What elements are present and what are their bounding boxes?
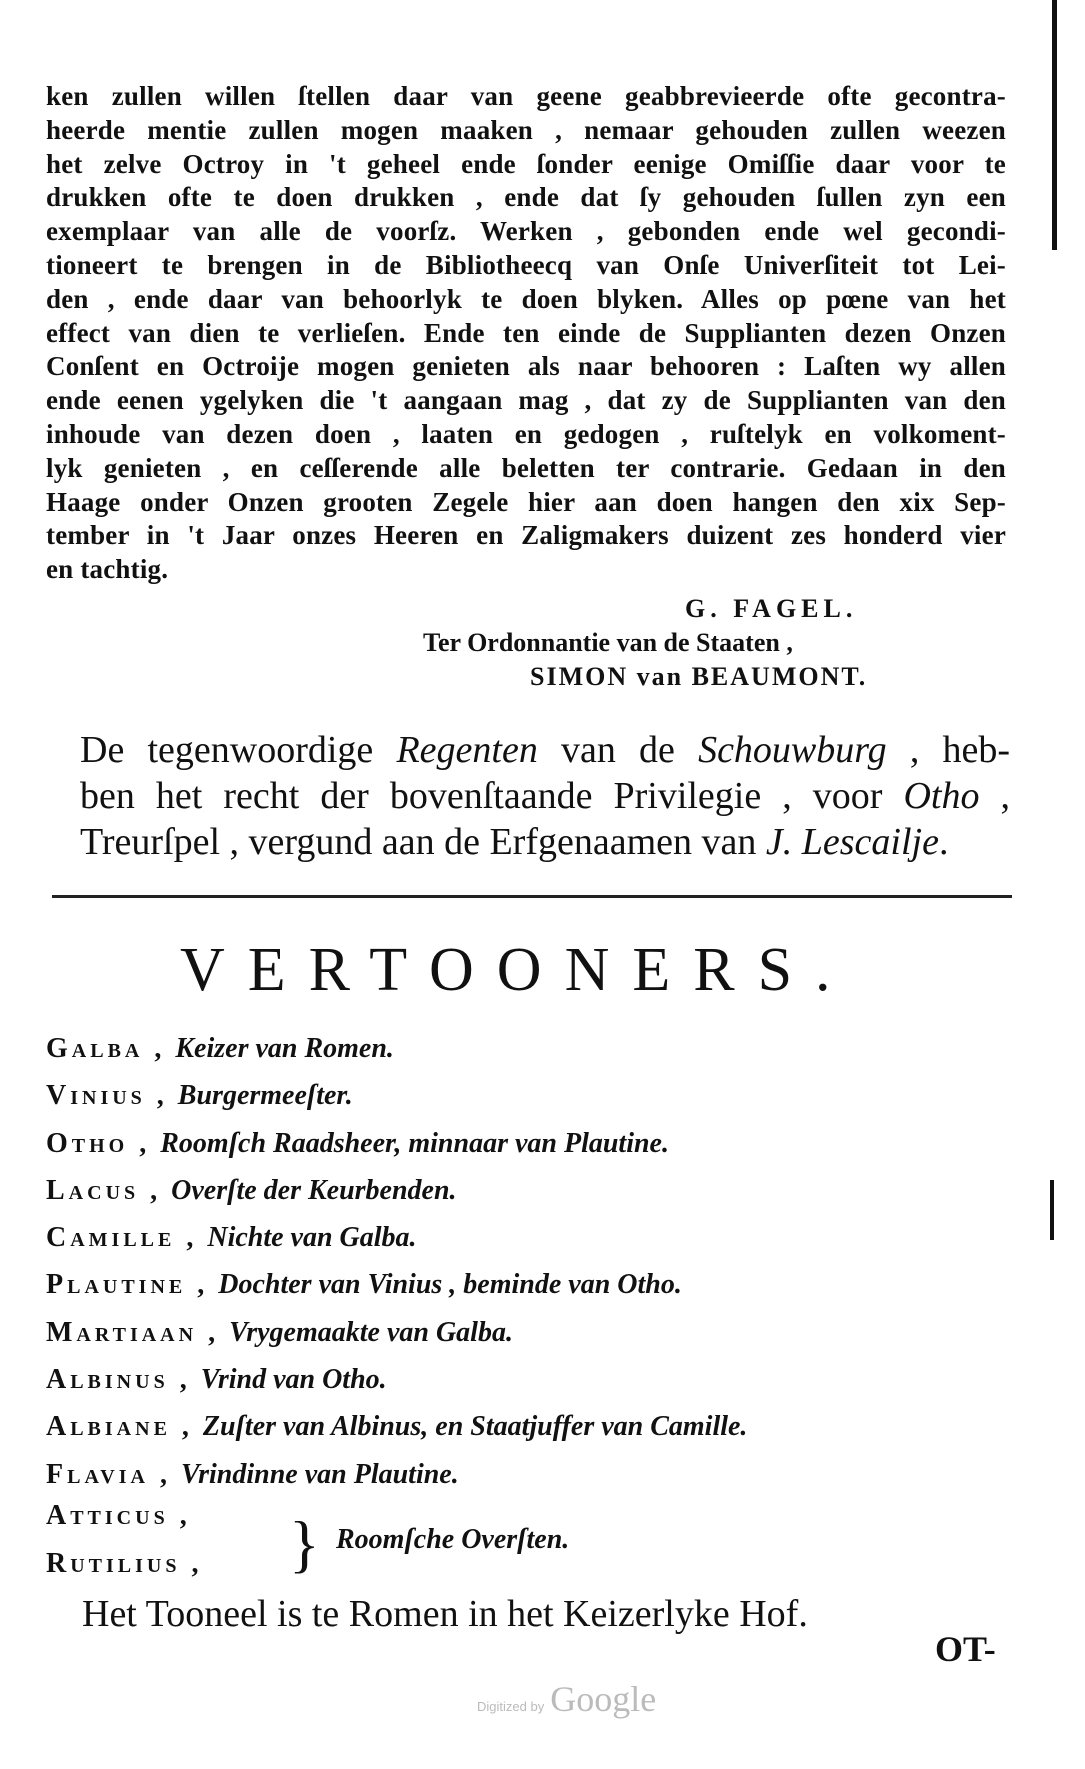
text-line: heerde mentie zullen mogen maaken , nemaar gehouden zullen weezen bbox=[46, 114, 1006, 145]
cast-desc: Vrind van Otho. bbox=[200, 1364, 387, 1396]
notice-line bbox=[80, 773, 1010, 819]
notice-text: Treurſpel , vergund aan de Erfgenaamen van bbox=[80, 821, 766, 863]
cast-item bbox=[46, 1214, 986, 1261]
cast-desc: Vrindinne van Plautine. bbox=[180, 1458, 459, 1490]
notice-text: ben het recht der bovenſtaande Privilegie , voor bbox=[80, 775, 904, 817]
cast-name: Albinus , bbox=[46, 1364, 191, 1396]
cast-list bbox=[46, 1025, 986, 1498]
text-line: den , ende daar van behoorlyk te doen blyken. Alles op pœne van het bbox=[46, 283, 1006, 314]
cast-item bbox=[46, 1261, 986, 1308]
text-line: Haage onder Onzen grooten Zegele hier aan doen hangen den xix Sep- bbox=[46, 486, 1006, 517]
cast-item bbox=[46, 1309, 986, 1356]
text-line: effect van dien te verlieſen. Ende ten einde de Supplianten dezen Onzen bbox=[46, 317, 1006, 348]
text-line: ende eenen ygelyken die 't aangaan mag , dat zy de Supplianten van den bbox=[46, 385, 1006, 416]
cast-desc: Roomſch Raadsheer, minnaar van Plautine. bbox=[160, 1127, 669, 1159]
notice-italic: J. Lescailje bbox=[765, 821, 939, 863]
notice-text: , bbox=[979, 775, 1010, 817]
cast-desc: Roomſche Overſten. bbox=[336, 1524, 570, 1555]
notice-text: van de bbox=[537, 729, 699, 771]
cast-name: Atticus , bbox=[46, 1500, 191, 1531]
notice-italic: Otho bbox=[903, 775, 980, 817]
page-edge-mark bbox=[1052, 0, 1057, 250]
text-line: tember in 't Jaar onzes Heeren en Zaligmakers duizent zes honderd vier bbox=[46, 520, 1006, 551]
cast-name: Flavia , bbox=[46, 1458, 171, 1490]
cast-name: Camille , bbox=[46, 1222, 198, 1254]
cast-heading: VERTOONERS. bbox=[180, 936, 854, 1004]
brace-group bbox=[46, 1500, 746, 1600]
brace-icon: } bbox=[289, 1508, 320, 1579]
notice-italic: Regenten bbox=[396, 729, 538, 771]
cast-name: Lacus , bbox=[46, 1174, 162, 1206]
cast-desc: Dochter van Vinius , beminde van Otho. bbox=[218, 1269, 682, 1301]
cast-desc: Keizer van Romen. bbox=[175, 1033, 394, 1064]
notice-text: , heb- bbox=[886, 729, 1011, 771]
cast-item bbox=[46, 1403, 986, 1450]
cast-name: Martiaan , bbox=[46, 1316, 220, 1348]
cast-item bbox=[46, 1120, 986, 1167]
digitized-watermark bbox=[477, 1678, 656, 1720]
text-line: drukken ofte te doen drukken , ende dat ſy gehouden ſullen zyn een bbox=[46, 182, 1006, 213]
cast-item bbox=[46, 1072, 986, 1119]
notice-line bbox=[80, 727, 1010, 773]
text-line: Conſent en Octroije mogen genieten als naar behooren : Laſten wy allen bbox=[46, 351, 1006, 382]
page-edge-mark bbox=[1050, 1180, 1054, 1240]
divider-rule bbox=[52, 895, 1012, 898]
cast-desc: Vrygemaakte van Galba. bbox=[229, 1316, 513, 1348]
catchword: OT- bbox=[935, 1629, 996, 1669]
notice-text: . bbox=[938, 821, 949, 863]
text-line: inhoude van dezen doen , laaten en gedogen , ruſtelyk en volkoment- bbox=[46, 418, 1006, 449]
cast-name: Rutilius , bbox=[46, 1548, 203, 1579]
text-line: exemplaar van alle de voorſz. Werken , gebonden ende wel gecondi- bbox=[46, 216, 1006, 247]
cast-item bbox=[46, 1167, 986, 1214]
text-line: het zelve Octroy in 't geheel ende ſonder eenige Omiſſie daar voor te bbox=[46, 148, 1006, 179]
text-line: tioneert te brengen in de Bibliotheecq van Onſe Univerſiteit tot Lei- bbox=[46, 249, 1006, 280]
watermark-logo: Google bbox=[550, 1679, 657, 1719]
cast-item bbox=[46, 1451, 986, 1498]
cast-desc: Zuſter van Albinus, en Staatjuffer van Camille. bbox=[202, 1411, 748, 1443]
cast-desc: Overſte der Keurbenden. bbox=[171, 1174, 457, 1206]
notice-italic: Schouwburg bbox=[698, 729, 887, 771]
cast-desc: Nichte van Galba. bbox=[207, 1222, 417, 1254]
text-line: ken zullen willen ſtellen daar van geene geabbrevieerde ofte gecontra- bbox=[46, 81, 1006, 111]
notice-text: De tegenwoordige bbox=[80, 729, 397, 771]
privilege-text bbox=[46, 80, 1006, 587]
cast-name: Galba , bbox=[46, 1033, 166, 1064]
text-line: lyk genieten , en ceſſerende alle beletten ter contrarie. Gedaan in den bbox=[46, 452, 1006, 483]
signature-ordonnantie: Ter Ordonnantie van de Staaten , bbox=[423, 628, 793, 657]
regents-notice bbox=[80, 727, 1010, 865]
cast-desc: Burgermeeſter. bbox=[177, 1080, 353, 1112]
signature-simon: SIMON van BEAUMONT. bbox=[530, 662, 868, 691]
cast-name: Albiane , bbox=[46, 1411, 193, 1443]
text-line: en tachtig. bbox=[46, 554, 169, 585]
signature-fagel: G. FAGEL. bbox=[685, 594, 858, 623]
cast-name: Otho , bbox=[46, 1127, 151, 1159]
watermark-small: Digitized by bbox=[477, 1699, 545, 1714]
cast-name: Vinius , bbox=[46, 1080, 168, 1112]
scene-setting: Het Tooneel is te Romen in het Keizerlyke Hof. bbox=[82, 1593, 808, 1635]
cast-name: Plautine , bbox=[46, 1269, 209, 1301]
notice-line bbox=[80, 819, 1010, 865]
cast-item bbox=[46, 1025, 986, 1072]
cast-item bbox=[46, 1356, 986, 1403]
